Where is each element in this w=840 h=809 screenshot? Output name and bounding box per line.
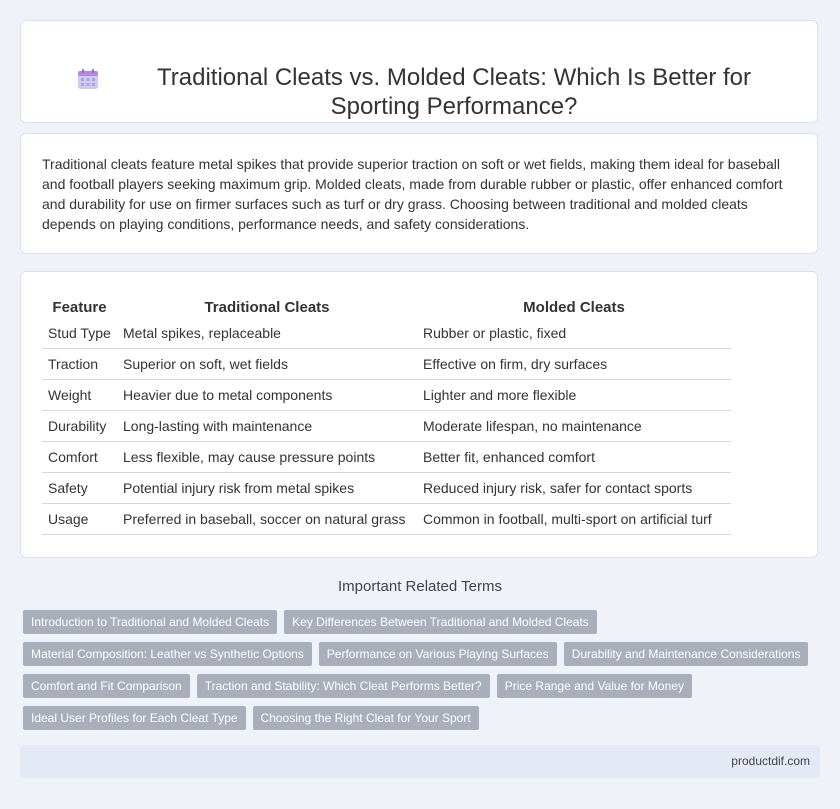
- intro-card: [20, 133, 818, 254]
- term-row: [23, 674, 823, 698]
- term-row: [23, 610, 823, 634]
- comparison-card: [20, 271, 818, 558]
- header-feature: Feature: [52, 298, 107, 316]
- related-terms: [23, 610, 823, 738]
- molded-cell: Reduced injury risk, safer for contact sports: [417, 473, 731, 504]
- table-row: [42, 349, 731, 380]
- table-row: [42, 442, 731, 473]
- traditional-cell: Less flexible, may cause pressure points: [117, 442, 417, 473]
- related-term-tag[interactable]: Durability and Maintenance Considerations: [564, 642, 809, 666]
- table-row: [42, 473, 731, 504]
- intro-paragraph: Traditional cleats feature metal spikes that provide superior traction on soft or wet fields, making them ideal for baseball and football players seeking maximum grip. Molded cleats, made from durable rubber or plastic, offer enhanced comfort and durability for use on firmer surfaces such as turf or dry grass. Choosing between traditional and molded cleats depends on playing conditions, performance needs, and safety considerations.: [42, 156, 783, 232]
- related-term-tag[interactable]: Material Composition: Leather vs Synthetic Options: [23, 642, 312, 666]
- header-traditional: Traditional Cleats: [204, 298, 330, 316]
- feature-cell: Comfort: [42, 442, 117, 473]
- calendar-icon: [77, 68, 99, 90]
- related-term-tag[interactable]: Key Differences Between Traditional and Molded Cleats: [284, 610, 597, 634]
- title-card: [20, 20, 818, 123]
- feature-cell: Durability: [42, 411, 117, 442]
- molded-cell: Effective on firm, dry surfaces: [417, 349, 731, 380]
- related-term-tag[interactable]: Price Range and Value for Money: [497, 674, 692, 698]
- traditional-cell: Metal spikes, replaceable: [117, 318, 417, 349]
- feature-cell: Weight: [42, 380, 117, 411]
- feature-cell: Stud Type: [42, 318, 117, 349]
- table-row: [42, 504, 731, 535]
- table-row: [42, 380, 731, 411]
- traditional-cell: Superior on soft, wet fields: [117, 349, 417, 380]
- term-row: [23, 642, 823, 666]
- site-link[interactable]: productdif.com: [731, 754, 810, 768]
- traditional-cell: Potential injury risk from metal spikes: [117, 473, 417, 504]
- feature-cell: Usage: [42, 504, 117, 535]
- related-term-tag[interactable]: Ideal User Profiles for Each Cleat Type: [23, 706, 246, 730]
- table-row: [42, 318, 731, 349]
- feature-cell: Safety: [42, 473, 117, 504]
- traditional-cell: Preferred in baseball, soccer on natural grass: [117, 504, 417, 535]
- related-term-tag[interactable]: Traction and Stability: Which Cleat Performs Better?: [197, 674, 490, 698]
- feature-cell: Traction: [42, 349, 117, 380]
- page-title: Traditional Cleats vs. Molded Cleats: Which Is Better for Sporting Performance?: [157, 64, 751, 120]
- related-term-tag[interactable]: Comfort and Fit Comparison: [23, 674, 190, 698]
- traditional-cell: Heavier due to metal components: [117, 380, 417, 411]
- term-row: [23, 706, 823, 730]
- table-row: [42, 411, 731, 442]
- header-molded: Molded Cleats: [523, 298, 625, 316]
- related-term-tag[interactable]: Choosing the Right Cleat for Your Sport: [253, 706, 479, 730]
- comparison-table: [42, 296, 731, 535]
- molded-cell: Common in football, multi-sport on artificial turf: [417, 504, 731, 535]
- traditional-cell: Long-lasting with maintenance: [117, 411, 417, 442]
- footer: [20, 745, 820, 778]
- table-header-row: [42, 296, 731, 318]
- related-terms-heading: Important Related Terms: [338, 578, 502, 595]
- molded-cell: Rubber or plastic, fixed: [417, 318, 731, 349]
- related-term-tag[interactable]: Performance on Various Playing Surfaces: [319, 642, 557, 666]
- molded-cell: Moderate lifespan, no maintenance: [417, 411, 731, 442]
- molded-cell: Lighter and more flexible: [417, 380, 731, 411]
- related-term-tag[interactable]: Introduction to Traditional and Molded Cleats: [23, 610, 277, 634]
- molded-cell: Better fit, enhanced comfort: [417, 442, 731, 473]
